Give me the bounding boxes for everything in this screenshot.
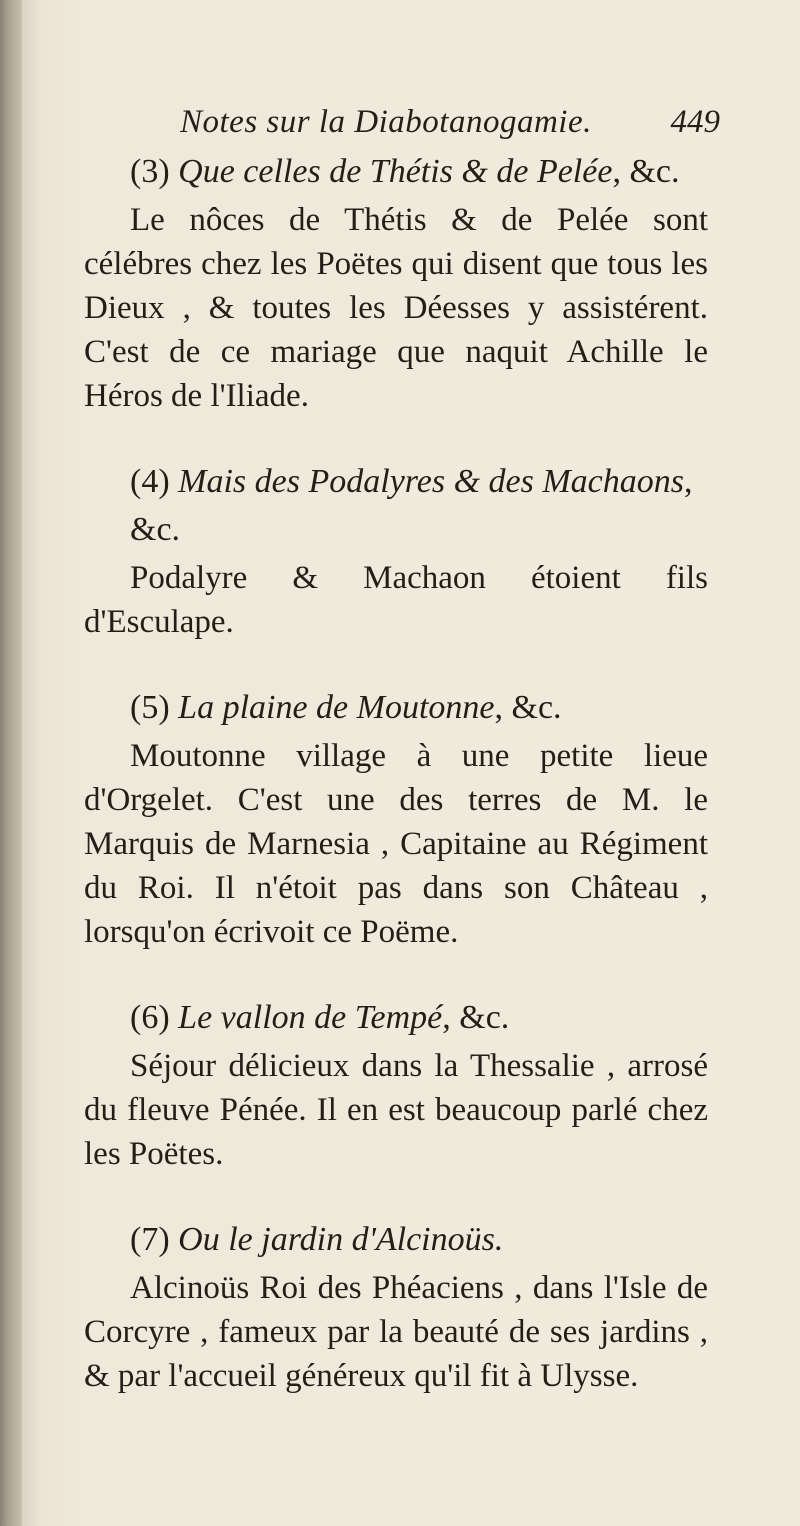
note-6 (84, 994, 708, 1176)
note-heading (84, 458, 708, 554)
page-number: 449 (670, 104, 720, 140)
note-etc: , &c. (494, 689, 562, 726)
note-5 (84, 684, 708, 954)
note-lemma: Que celles de Thétis & de Pelée (178, 153, 613, 190)
note-lemma: Le vallon de Tempé (178, 999, 443, 1036)
note-etc: , &c. (612, 153, 680, 190)
note-7 (84, 1216, 708, 1398)
note-text: Séjour délicieux dans la Thessalie , arrosé du fleuve Pénée. Il en est beaucoup parlé chez les Poëtes. (84, 1048, 708, 1172)
note-heading (84, 684, 708, 732)
note-etc: , &c. (442, 999, 510, 1036)
note-text: Alcinoüs Roi des Phéaciens , dans l'Isle de Corcyre , fameux par la beauté de ses jardins , & par l'accueil généreux qu'il fit à Ulysse. (84, 1270, 708, 1394)
note-lemma: Mais des Podalyres & des Machaons (178, 463, 684, 500)
note-text: Le nôces de Thétis & de Pelée sont célébres chez les Poëtes qui disent que tous les Dieux , & toutes les Déesses y assistérent. C'est de ce mariage que naquit Achille le Héros de l'Iliade. (84, 202, 708, 414)
running-title: Notes sur la Diabotanogamie. (180, 104, 592, 140)
note-lemma: La plaine de Moutonne (178, 689, 495, 726)
note-heading (84, 148, 708, 196)
note-text: Podalyre & Machaon étoient fils d'Esculape. (84, 560, 708, 640)
note-heading (84, 994, 708, 1042)
page-gutter (0, 0, 22, 1526)
note-3 (84, 148, 708, 418)
note-text: Moutonne village à une petite lieue d'Orgelet. C'est une des terres de M. le Marquis de Marnesia , Capitaine au Régiment du Roi. Il n'étoit pas dans son Château , lorsqu'on écrivoit ce Poëme. (84, 738, 708, 950)
note-etc: , &c. (130, 463, 693, 548)
notes-body (84, 148, 708, 1398)
note-number: (5) (130, 689, 170, 726)
note-number: (4) (130, 463, 170, 500)
page-header (180, 104, 720, 148)
note-heading (84, 1216, 708, 1264)
note-number: (7) (130, 1221, 170, 1258)
note-number: (6) (130, 999, 170, 1036)
note-number: (3) (130, 153, 170, 190)
note-4 (84, 458, 708, 644)
note-lemma: Ou le jardin d'Alcinoüs. (178, 1221, 504, 1258)
